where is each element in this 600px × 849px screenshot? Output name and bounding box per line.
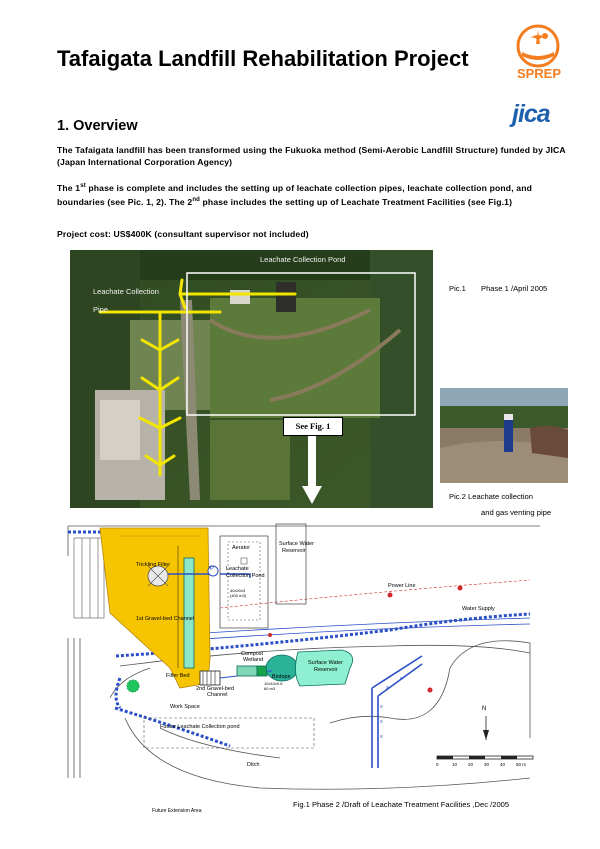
- project-cost: Project cost: US$400K (consultant supervisor not included): [57, 229, 309, 239]
- fig1-label-future-extension: Future Extension Area: [152, 808, 202, 814]
- label-leachate-collection-pipe-1: Leachate Collection: [93, 287, 159, 296]
- overview-paragraph-2: [57, 180, 575, 208]
- fig1-label-leachate-pond-1: Leachate: [226, 566, 249, 572]
- fig1-label-reservoir-top-2: Reservoir: [282, 548, 306, 554]
- scale-tick: 0: [436, 762, 439, 767]
- fig1-label-power-line: Power Line: [388, 583, 416, 589]
- fig1-label-compost-2: Wetland: [243, 657, 264, 663]
- fig1-label-reservoir-1: Surface Water: [308, 660, 343, 666]
- fig1-label-leachate-pond-2: Collection Pond: [226, 573, 265, 579]
- sprep-logo-text: SPREP: [516, 66, 562, 81]
- fig1-label-water-supply: Water Supply: [462, 606, 495, 612]
- fig1-label-bio-dims-2: 60 m3: [264, 686, 276, 691]
- fig1-label-gravel-bed-2a: 2nd Gravel-bed: [196, 686, 234, 692]
- scale-tick: 30: [484, 762, 490, 767]
- fig1-label-biotope: Biotope: [272, 674, 291, 680]
- fig1-label-trickling-filter: Trickling Filter: [136, 562, 171, 568]
- svg-text:≡: ≡: [380, 719, 383, 725]
- para2-part-b: phase is complete and includes the setting up of leachate collection pipes, leachate collection pond, and boundaries (see Pic. 1, 2). The 2: [57, 182, 532, 207]
- fig1-label-compost-1: Compost: [241, 651, 264, 657]
- page-title: Tafaigata Landfill Rehabilitation Project: [57, 46, 469, 71]
- fig1-north-label: N: [482, 706, 487, 712]
- overview-paragraph-1: The Tafaigata landfill has been transformed using the Fukuoka method (Semi-Aerobic Landfill Structure) funded by JICA (Japan International Corporation Agency): [57, 145, 566, 167]
- pic1-caption-text: Phase 1 /April 2005: [481, 284, 548, 293]
- fig1-caption: Fig.1 Phase 2 /Draft of Leachate Treatment Facilities ,Dec /2005: [293, 800, 510, 809]
- para2-sup-1: st: [80, 183, 86, 189]
- svg-text:≡: ≡: [400, 676, 403, 682]
- fig1-label-bio-dims-1: 10x10x0.6: [264, 681, 283, 686]
- gas-venting-photo: [440, 388, 568, 483]
- fig1-label-ditch: Ditch: [247, 762, 260, 768]
- scale-tick: 20: [468, 762, 474, 767]
- pic2-caption-line-1: Pic.2 Leachate collection: [449, 492, 534, 501]
- label-leachate-collection-pond: Leachate Collection Pond: [260, 255, 346, 264]
- para2-sup-2: nd: [192, 196, 200, 203]
- svg-text:≡: ≡: [380, 704, 383, 710]
- fig1-label-gravel-bed-2b: Channel: [207, 692, 228, 698]
- fig1-label-pond-dims-2: (400 m3): [230, 593, 247, 598]
- scale-tick: 50 m: [516, 762, 527, 767]
- jica-logo: jica: [512, 100, 550, 128]
- svg-text:≡: ≡: [386, 685, 389, 691]
- gas-venting-photo-image: [440, 388, 568, 483]
- fig1-site-plan: [60, 518, 580, 818]
- svg-text:≡: ≡: [380, 734, 383, 740]
- scale-tick: 40: [500, 762, 506, 767]
- sprep-logo: [512, 24, 564, 86]
- fig1-label-pond-dims-1: 40x20x3: [230, 588, 246, 593]
- fig1-label-work-space: Work Space: [170, 704, 200, 710]
- fig1-label-pump: P: [210, 566, 215, 572]
- see-fig-1-label: See Fig. 1: [283, 417, 343, 436]
- fig1-label-reservoir-2: Reservoir: [314, 667, 338, 673]
- section-heading-overview: 1. Overview: [57, 118, 138, 134]
- para2-part-c: phase includes the setting up of Leachate Treatment Facilities (see Fig.1): [199, 196, 513, 207]
- label-leachate-collection-pipe-2: Pipe: [93, 305, 109, 314]
- pic1-caption-number: Pic.1: [449, 284, 466, 293]
- fig1-label-future-pond: Future Leachate Collection pond: [160, 724, 240, 730]
- pic2-caption-line-2: and gas venting pipe: [481, 508, 552, 517]
- para2-part-a: The 1: [57, 182, 81, 193]
- fig1-label-filter-bed: Filter Bed: [166, 673, 190, 679]
- fig1-label-gravel-bed-1: 1st Gravel-bed Channel: [136, 616, 195, 622]
- fig1-label-aerator: Aerator: [232, 545, 251, 551]
- fig1-label-reservoir-top-1: Surface Water: [279, 541, 314, 547]
- scale-tick: 10: [452, 762, 458, 767]
